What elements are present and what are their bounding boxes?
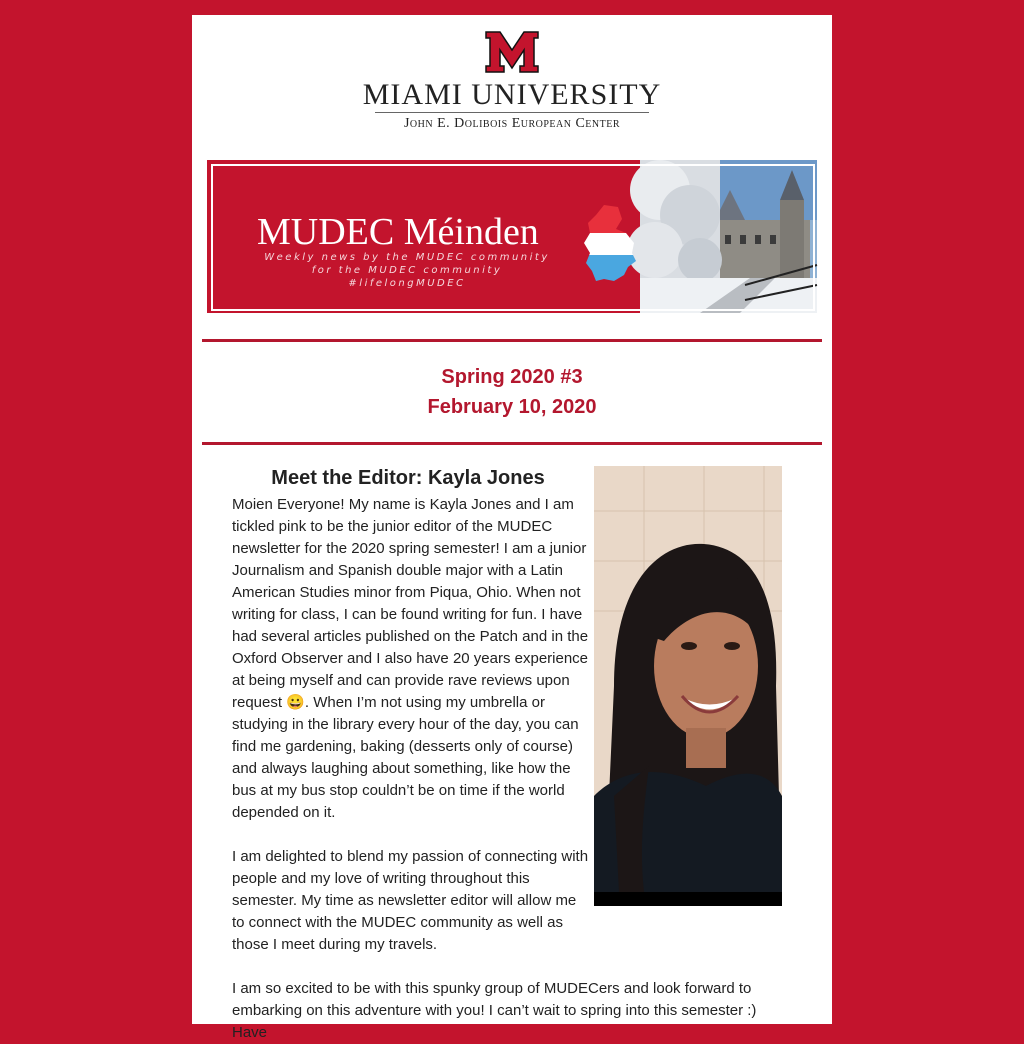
article-paragraph-2: I am delighted to blend my passion of connecting with people and my love of writing throughout this semester. My time as newsletter editor will allow me to connect with the MUDEC community as well as those I meet during my travels.: [232, 848, 589, 953]
banner-title: MUDEC Méinden: [257, 211, 539, 253]
logo-divider: [375, 112, 649, 113]
issue-number: Spring 2020 #3: [441, 366, 583, 388]
miami-m-logo-icon: [484, 30, 540, 74]
university-logo: [192, 30, 832, 145]
newsletter-banner: [207, 160, 817, 313]
center-name: John E. Dolibois European Center: [403, 116, 621, 131]
banner-hashtag: #lifelongMUDEC: [348, 278, 466, 289]
university-name: MIAMI UNIVERSITY: [362, 78, 662, 111]
article-paragraph-3: I am so excited to be with this spunky group of MUDECers and look forward to embarking on this adventure with you! I can’t wait to spring into this semester :) Have: [232, 980, 757, 1041]
luxembourg-flag-map-icon: [582, 203, 638, 283]
article-paragraph-1: Moien Everyone! My name is Kayla Jones and I am tickled pink to be the junior editor of the MUDEC newsletter for the 2020 spring semester! I am a junior Journalism and Spanish double major with a Latin American Studies minor from Piqua, Ohio. When not writing for class, I can be found writing for fun. I have had several articles published on the Patch and in the Oxford Observer and I also have 20 years experience at being myself and can provide rave reviews upon request 😀. When I’m not using my umbrella or studying in the library every hour of the day, you can find me gardening, baking (desserts only of course) and always laughing about something, like how the bus at my bus stop couldn’t be on time if the world depended on it.: [232, 496, 589, 821]
divider-top: [202, 339, 822, 342]
newsletter-page: [192, 15, 832, 1041]
issue-date: February 10, 2020: [427, 396, 597, 418]
article-heading: Meet the Editor: Kayla Jones: [271, 467, 545, 489]
banner-tagline-1: Weekly news by the MUDEC community: [264, 252, 550, 263]
banner-tagline-2: for the MUDEC community: [311, 265, 503, 276]
divider-bottom: [202, 442, 822, 445]
editor-portrait-photo: [594, 466, 782, 906]
